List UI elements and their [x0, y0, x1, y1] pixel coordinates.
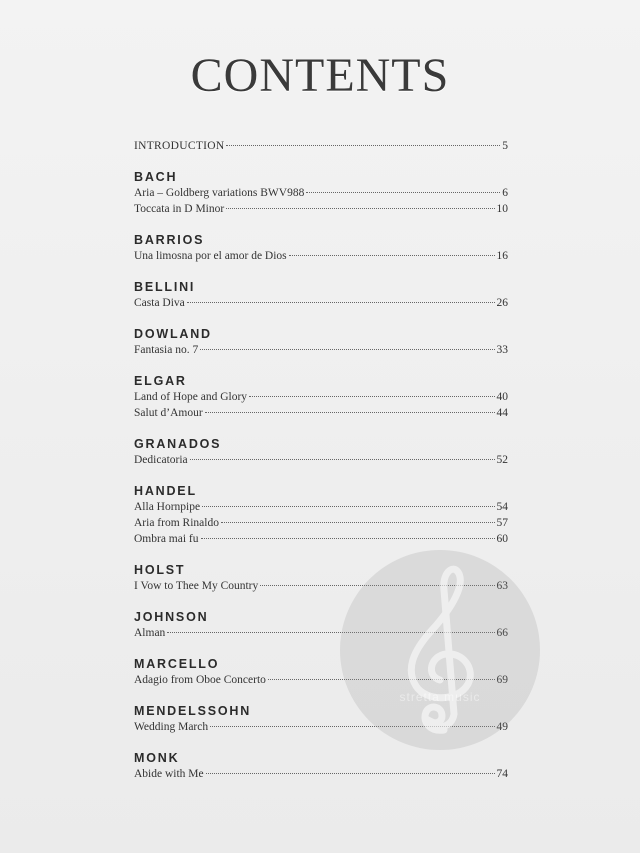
entry-title: Salut d’Amour	[134, 407, 203, 419]
dot-leader	[226, 208, 494, 209]
entry-title: Una limosna por el amor de Dios	[134, 250, 287, 262]
dot-leader	[190, 459, 495, 460]
composer-heading: ELGAR	[134, 374, 187, 388]
dot-leader	[289, 255, 495, 256]
entry-title: Ombra mai fu	[134, 533, 199, 545]
dot-leader	[202, 506, 494, 507]
composer-heading: HOLST	[134, 563, 186, 577]
entry-title: Alman	[134, 627, 166, 639]
watermark-logo	[340, 550, 540, 750]
entry-page: 60	[496, 533, 508, 545]
entry-page: 74	[496, 768, 508, 780]
entry-page: 66	[496, 627, 508, 639]
entry-title: Casta Diva	[134, 297, 185, 309]
toc-entry	[134, 515, 508, 531]
entry-page: 63	[496, 580, 508, 592]
toc-section	[134, 326, 508, 358]
toc-section	[134, 483, 508, 547]
entry-title: I Vow to Thee My Country	[134, 580, 259, 592]
entry-title: Wedding March	[134, 721, 209, 733]
dot-leader	[249, 396, 494, 397]
entry-page: 44	[496, 407, 508, 419]
entry-page: 40	[496, 391, 508, 403]
entry-title: Aria from Rinaldo	[134, 517, 219, 529]
page-title: CONTENTS	[190, 49, 450, 102]
toc-section	[134, 750, 508, 782]
entry-page: 54	[496, 501, 508, 513]
composer-heading: BACH	[134, 170, 178, 184]
entry-title: Adagio from Oboe Concerto	[134, 674, 266, 686]
entry-page: 49	[496, 721, 508, 733]
entry-title: Dedicatoria	[134, 454, 188, 466]
entry-page: 26	[496, 297, 508, 309]
entry-page: 33	[496, 344, 508, 356]
entry-title: Abide with Me	[134, 768, 204, 780]
watermark-text: stretta music	[399, 690, 481, 704]
composer-heading: MONK	[134, 751, 180, 765]
treble-clef-icon	[382, 560, 502, 740]
entry-page: 57	[496, 517, 508, 529]
toc-entry	[134, 185, 508, 201]
toc-entry	[134, 452, 508, 468]
toc-entry	[134, 248, 508, 264]
entry-title: Fantasia no. 7	[134, 344, 199, 356]
composer-heading: BARRIOS	[134, 233, 205, 247]
entry-page: 5	[502, 140, 508, 152]
toc-entry	[134, 342, 508, 358]
toc-entry	[134, 499, 508, 515]
dot-leader	[205, 412, 495, 413]
toc-entry-introduction	[134, 138, 508, 154]
entry-page: 6	[502, 187, 508, 199]
composer-heading: MARCELLO	[134, 657, 220, 671]
composer-heading: DOWLAND	[134, 327, 212, 341]
dot-leader	[226, 145, 500, 146]
entry-title: Toccata in D Minor	[134, 203, 225, 215]
toc-section	[134, 436, 508, 468]
toc-section	[134, 232, 508, 264]
dot-leader	[201, 538, 495, 539]
toc-entry	[134, 201, 508, 217]
entry-page: 52	[496, 454, 508, 466]
toc-section	[134, 373, 508, 421]
dot-leader	[200, 349, 494, 350]
toc-section	[134, 169, 508, 217]
composer-heading: MENDELSSOHN	[134, 704, 252, 718]
toc-entry	[134, 405, 508, 421]
dot-leader	[221, 522, 495, 523]
entry-title: Aria – Goldberg variations BWV988	[134, 187, 305, 199]
toc-entry	[134, 766, 508, 782]
toc-section	[134, 279, 508, 311]
entry-title: INTRODUCTION	[134, 140, 225, 152]
toc-entry	[134, 295, 508, 311]
composer-heading: BELLINI	[134, 280, 196, 294]
entry-title: Alla Hornpipe	[134, 501, 201, 513]
dot-leader	[306, 192, 500, 193]
entry-page: 69	[496, 674, 508, 686]
composer-heading: JOHNSON	[134, 610, 209, 624]
toc-entry	[134, 389, 508, 405]
dot-leader	[187, 302, 495, 303]
composer-heading: GRANADOS	[134, 437, 222, 451]
toc-entry	[134, 531, 508, 547]
entry-page: 16	[496, 250, 508, 262]
composer-heading: HANDEL	[134, 484, 197, 498]
entry-title: Land of Hope and Glory	[134, 391, 248, 403]
entry-page: 10	[496, 203, 508, 215]
dot-leader	[206, 773, 495, 774]
